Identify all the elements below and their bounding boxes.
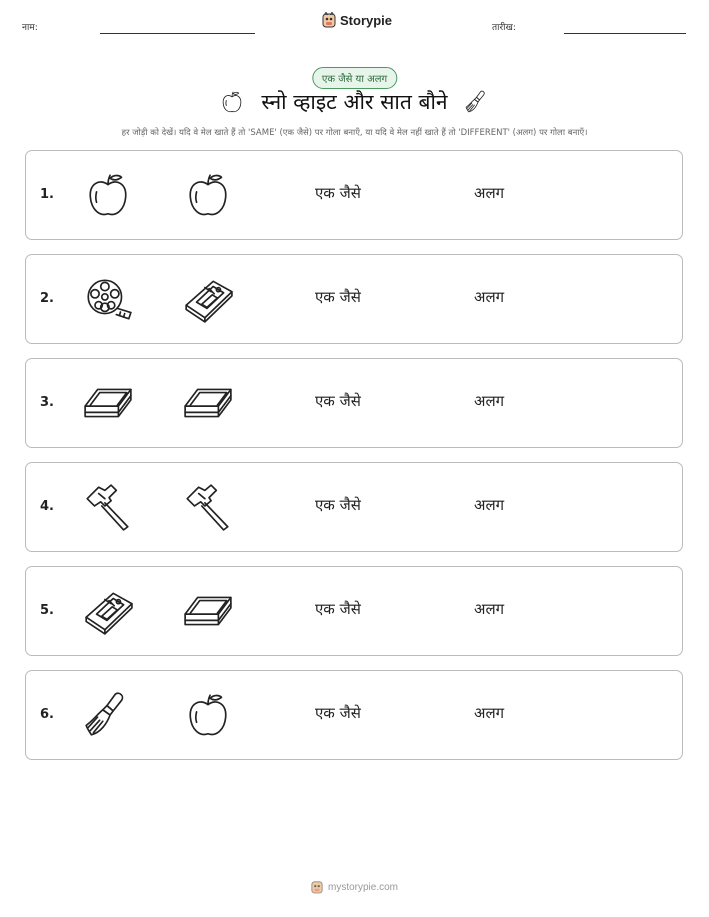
storypie-mascot-icon <box>322 12 336 28</box>
mousetrap-icon <box>82 585 134 637</box>
different-option[interactable]: अलग <box>474 704 505 722</box>
question-row <box>25 254 683 344</box>
shaving-brush-icon <box>464 89 490 115</box>
same-option[interactable]: एक जैसे <box>315 704 361 722</box>
storypie-logo <box>322 12 392 28</box>
question-number: 1. <box>40 187 54 202</box>
brand-name: Storypie <box>340 12 393 28</box>
question-row <box>25 150 683 240</box>
question-number: 2. <box>40 291 54 306</box>
hammer-icon <box>182 481 234 533</box>
coffin-icon <box>182 585 234 637</box>
film-reel-icon <box>82 273 134 325</box>
mousetrap-icon <box>182 273 234 325</box>
instructions: हर जोड़ी को देखें। यदि वे मेल खाते हैं तो 'SAME' (एक जैसे) पर गोला बनाएँ, या यदि वे मेल नहीं खाते हैं तो 'DIFFERENT' (अलग) पर गोला बनाएँ। <box>121 128 588 138</box>
name-label: नाम: <box>22 23 38 33</box>
question-row <box>25 462 683 552</box>
date-label: तारीख: <box>492 23 516 33</box>
different-option[interactable]: अलग <box>474 184 505 202</box>
hammer-icon <box>82 481 134 533</box>
footer <box>0 880 709 894</box>
same-option[interactable]: एक जैसे <box>315 288 361 306</box>
question-row <box>25 566 683 656</box>
date-line[interactable] <box>564 33 686 34</box>
different-option[interactable]: अलग <box>474 600 505 618</box>
apple-icon <box>182 169 234 221</box>
same-option[interactable]: एक जैसे <box>315 496 361 514</box>
storypie-mascot-icon <box>311 880 323 894</box>
different-option[interactable]: अलग <box>474 496 505 514</box>
different-option[interactable]: अलग <box>474 288 505 306</box>
question-number: 5. <box>40 603 54 618</box>
same-option[interactable]: एक जैसे <box>315 184 361 202</box>
different-option[interactable]: अलग <box>474 392 505 410</box>
question-row <box>25 358 683 448</box>
apple-icon <box>219 89 245 115</box>
page-title: स्नो व्हाइट और सात बौने <box>261 90 448 114</box>
question-number: 3. <box>40 395 54 410</box>
coffin-icon <box>182 377 234 429</box>
shaving-brush-icon <box>82 689 134 741</box>
same-option[interactable]: एक जैसे <box>315 600 361 618</box>
same-option[interactable]: एक जैसे <box>315 392 361 410</box>
worksheet-type-badge: एक जैसे या अलग <box>312 67 397 89</box>
question-number: 4. <box>40 499 54 514</box>
apple-icon <box>82 169 134 221</box>
apple-icon <box>182 689 234 741</box>
question-row <box>25 670 683 760</box>
question-number: 6. <box>40 707 54 722</box>
footer-link[interactable]: mystorypie.com <box>327 881 398 893</box>
coffin-icon <box>82 377 134 429</box>
name-line[interactable] <box>100 33 255 34</box>
